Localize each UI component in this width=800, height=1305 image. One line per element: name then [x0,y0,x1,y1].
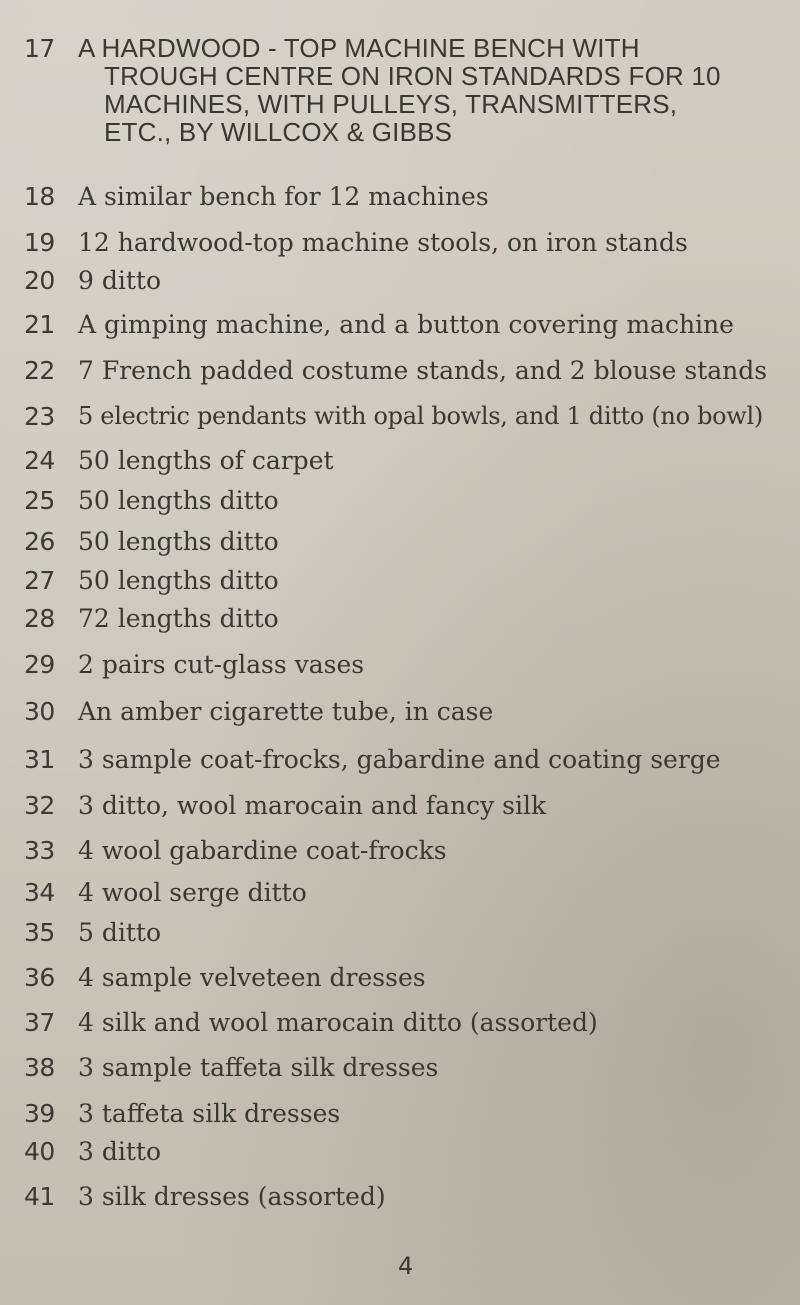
lot-number: 25 [24,486,55,515]
lot-description: 3 silk dresses (assorted) [78,1182,386,1211]
lot-number: 23 [24,402,55,431]
lot-description: An amber cigarette tube, in case [78,697,494,726]
lot-description: 2 pairs cut-glass vases [78,650,365,679]
lot-number: 29 [24,650,55,679]
lot-description: 50 lengths ditto [78,486,279,515]
lot-description: 5 ditto [78,918,161,947]
lot-description: A gimping machine, and a button covering machine [78,310,734,339]
lot-description: 50 lengths ditto [78,566,279,595]
lot-description-line: TROUGH CENTRE ON IRON STANDARDS FOR 10 [104,61,721,91]
lot-number: 18 [24,182,55,211]
lot-number: 28 [24,604,55,633]
lot-description: 4 silk and wool marocain ditto (assorted) [78,1008,598,1037]
lot-description: 3 ditto [78,1137,161,1166]
lot-description: 3 ditto, wool marocain and fancy silk [78,791,547,820]
lot-number: 17 [24,34,55,63]
lot-description: 3 sample taffeta silk dresses [78,1053,439,1082]
lot-number: 37 [24,1008,55,1037]
lot-number: 24 [24,446,55,475]
lot-description: 4 wool serge ditto [78,878,307,907]
lot-description: 3 taffeta silk dresses [78,1099,341,1128]
page-number: 4 [398,1252,414,1280]
lot-number: 33 [24,836,55,865]
lot-description: 50 lengths ditto [78,527,279,556]
lot-number: 20 [24,266,55,295]
lot-number: 30 [24,697,55,726]
lot-description: 72 lengths ditto [78,604,279,633]
lot-description: 4 wool gabardine coat-frocks [78,836,447,865]
lot-number: 40 [24,1137,55,1166]
lot-number: 36 [24,963,55,992]
lot-description-line: MACHINES, WITH PULLEYS, TRANSMITTERS, [104,89,678,119]
lot-number: 21 [24,310,55,339]
lot-number: 26 [24,527,55,556]
lot-description [78,34,790,146]
lot-number: 22 [24,356,55,385]
lot-number: 32 [24,791,55,820]
lot-number: 27 [24,566,55,595]
lot-description-line: ETC., BY WILLCOX & GIBBS [104,117,453,147]
lot-description: 12 hardwood-top machine stools, on iron stands [78,228,688,257]
lot-description: 9 ditto [78,266,161,295]
lot-description-line: A HARDWOOD - TOP MACHINE BENCH WITH [78,33,640,63]
lot-number: 39 [24,1099,55,1128]
lot-number: 34 [24,878,55,907]
lot-description: 50 lengths of carpet [78,446,334,475]
lot-description: 4 sample velveteen dresses [78,963,426,992]
lot-number: 38 [24,1053,55,1082]
lot-number: 31 [24,745,55,774]
lot-number: 19 [24,228,55,257]
lot-description: 7 French padded costume stands, and 2 blouse stands [78,356,768,385]
lot-description: 3 sample coat-frocks, gabardine and coating serge [78,745,721,774]
lot-description: A similar bench for 12 machines [78,182,489,211]
lot-number: 41 [24,1182,55,1211]
lot-description: 5 electric pendants with opal bowls, and 1 ditto (no bowl) [78,402,763,430]
lot-number: 35 [24,918,55,947]
